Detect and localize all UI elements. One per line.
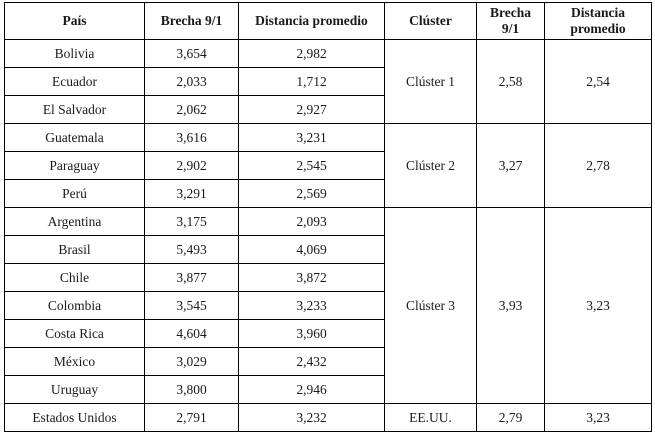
cell-cluster-label: Clúster 2 <box>385 124 477 208</box>
cell-distance: 2,569 <box>239 180 385 208</box>
table-body <box>5 40 652 432</box>
cell-distance: 2,093 <box>239 208 385 236</box>
cell-country: Ecuador <box>5 68 145 96</box>
cell-country: Costa Rica <box>5 320 145 348</box>
cell-cluster-gap: 3,27 <box>477 124 545 208</box>
cell-gap: 3,800 <box>145 376 239 404</box>
header-cluster-distance: Distancia promedio <box>545 3 652 40</box>
cell-country: Perú <box>5 180 145 208</box>
cell-country: Chile <box>5 264 145 292</box>
table-row <box>5 124 652 152</box>
cell-gap: 3,175 <box>145 208 239 236</box>
cell-distance: 3,233 <box>239 292 385 320</box>
table-row <box>5 40 652 68</box>
cell-country: Estados Unidos <box>5 404 145 432</box>
cell-gap: 3,545 <box>145 292 239 320</box>
cell-cluster-label: Clúster 3 <box>385 208 477 404</box>
cell-gap: 2,791 <box>145 404 239 432</box>
cell-cluster-distance: 3,23 <box>545 404 652 432</box>
cell-distance: 2,927 <box>239 96 385 124</box>
cell-distance: 3,960 <box>239 320 385 348</box>
header-country: País <box>5 3 145 40</box>
country-cluster-table <box>4 2 652 432</box>
cell-cluster-distance: 2,54 <box>545 40 652 124</box>
cell-cluster-distance: 3,23 <box>545 208 652 404</box>
header-distance: Distancia promedio <box>239 3 385 40</box>
cell-gap: 3,291 <box>145 180 239 208</box>
cell-cluster-label: EE.UU. <box>385 404 477 432</box>
cell-gap: 2,033 <box>145 68 239 96</box>
cell-distance: 3,872 <box>239 264 385 292</box>
cell-cluster-distance: 2,78 <box>545 124 652 208</box>
cell-gap: 4,604 <box>145 320 239 348</box>
cell-distance: 2,982 <box>239 40 385 68</box>
table-row <box>5 208 652 236</box>
cell-distance: 1,712 <box>239 68 385 96</box>
table-header <box>5 3 652 40</box>
cell-cluster-label: Clúster 1 <box>385 40 477 124</box>
cell-gap: 3,616 <box>145 124 239 152</box>
cell-cluster-gap: 2,58 <box>477 40 545 124</box>
cell-country: México <box>5 348 145 376</box>
cell-gap: 3,877 <box>145 264 239 292</box>
cell-country: Bolivia <box>5 40 145 68</box>
cell-cluster-gap: 2,79 <box>477 404 545 432</box>
cell-gap: 3,029 <box>145 348 239 376</box>
cell-country: Brasil <box>5 236 145 264</box>
cell-cluster-gap: 3,93 <box>477 208 545 404</box>
table-row <box>5 404 652 432</box>
cell-gap: 2,062 <box>145 96 239 124</box>
cell-country: Argentina <box>5 208 145 236</box>
cell-distance: 4,069 <box>239 236 385 264</box>
cell-country: Guatemala <box>5 124 145 152</box>
cell-gap: 3,654 <box>145 40 239 68</box>
cell-gap: 2,902 <box>145 152 239 180</box>
cell-country: Paraguay <box>5 152 145 180</box>
header-gap: Brecha 9/1 <box>145 3 239 40</box>
cell-distance: 2,946 <box>239 376 385 404</box>
header-row <box>5 3 652 40</box>
header-cluster-gap: Brecha 9/1 <box>477 3 545 40</box>
cell-distance: 3,232 <box>239 404 385 432</box>
cell-country: Colombia <box>5 292 145 320</box>
cell-distance: 3,231 <box>239 124 385 152</box>
cell-distance: 2,432 <box>239 348 385 376</box>
cell-country: El Salvador <box>5 96 145 124</box>
header-cluster: Clúster <box>385 3 477 40</box>
cell-country: Uruguay <box>5 376 145 404</box>
cell-gap: 5,493 <box>145 236 239 264</box>
cell-distance: 2,545 <box>239 152 385 180</box>
